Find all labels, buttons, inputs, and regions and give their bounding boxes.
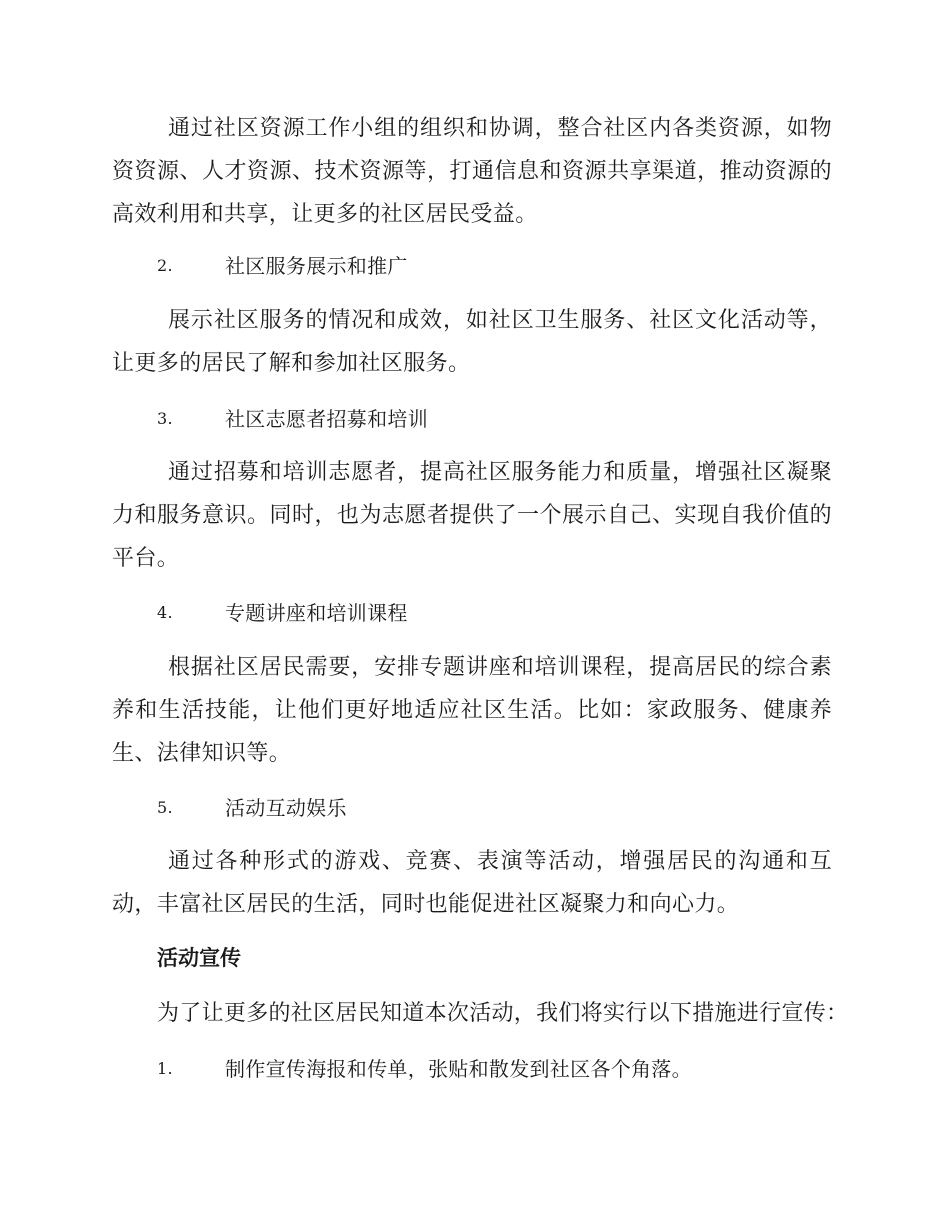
list-item-text: 社区志愿者招募和培训 (225, 407, 428, 431)
list-number: 1. (157, 1059, 173, 1078)
list-item-text: 社区服务展示和推广 (225, 254, 408, 278)
paragraph-service-display: 展示社区服务的情况和成效，如社区卫生服务、社区文化活动等，让更多的居民了解和参加社区服务。 (112, 308, 832, 376)
paragraph-resource-integration: 通过社区资源工作小组的组织和协调，整合社区内各类资源，如物资资源、人才资源、技术资源等，打通信息和资源共享渠道，推动资源的高效利用和共享，让更多的社区居民受益。 (112, 116, 832, 227)
list-number: 5. (157, 798, 173, 817)
list-item-entertainment (157, 793, 347, 823)
list-item-posters (157, 1054, 692, 1084)
list-number: 3. (157, 409, 173, 428)
list-item-text: 制作宣传海报和传单，张贴和散发到社区各个角落。 (225, 1057, 692, 1081)
list-item-lectures (157, 598, 408, 628)
list-item-service-display (157, 251, 408, 281)
list-item-volunteer (157, 404, 428, 434)
paragraph-lectures: 根据社区居民需要，安排专题讲座和培训课程，提高居民的综合素养和生活技能，让他们更好地适应社区生活。比如：家政服务、健康养生、法律知识等。 (112, 655, 832, 766)
list-number: 4. (157, 603, 173, 622)
promotion-intro: 为了让更多的社区居民知道本次活动，我们将实行以下措施进行宣传： (157, 1001, 849, 1026)
list-number: 2. (157, 256, 173, 275)
list-item-text: 活动互动娱乐 (225, 796, 347, 820)
section-heading-promotion: 活动宣传 (157, 946, 241, 970)
list-item-text: 专题讲座和培训课程 (225, 601, 408, 625)
paragraph-volunteer: 通过招募和培训志愿者，提高社区服务能力和质量，增强社区凝聚力和服务意识。同时，也为志愿者提供了一个展示自己、实现自我价值的平台。 (112, 460, 832, 571)
paragraph-entertainment: 通过各种形式的游戏、竞赛、表演等活动，增强居民的沟通和互动，丰富社区居民的生活，同时也能促进社区凝聚力和向心力。 (112, 849, 832, 917)
